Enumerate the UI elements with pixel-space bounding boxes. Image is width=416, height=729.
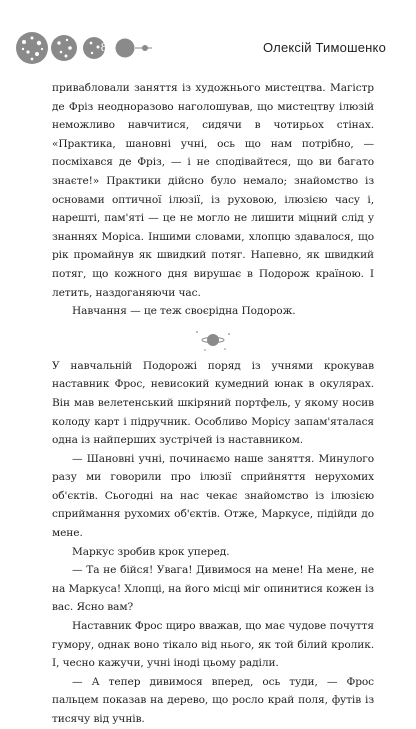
- paragraph: У навчальній Подорожі поряд із учнями крокував наставник Фрос, невисокий кумедний юнак в окулярах. Він мав велетенський шкіряний портфель, у якому носив колоду карт і підручник. Особливо Морісу запам'яталася одна із найперших зустрічей із наставником.: [52, 359, 374, 447]
- paragraph: Навчання — це теж своєрідна Подорож.: [72, 305, 296, 318]
- body-text: [52, 79, 374, 729]
- page-header: [0, 0, 416, 80]
- paragraph: Наставник Фрос щиро вважав, що має чудове почуття гумору, однак воно тікало від нього, як той білий кролик. І, чесно кажучи, учні іноді цьому раділи.: [52, 620, 374, 670]
- moon-full-icon: [16, 32, 48, 64]
- section-divider: [52, 321, 374, 357]
- planet-icon: [183, 324, 243, 354]
- paragraph: — А тепер дивимося вперед, ось туди, — Фрос пальцем показав на дерево, що росло край поля, футів із тисячу від учнів.: [52, 675, 374, 725]
- paragraph: привабловали заняття із художнього мистецтва. Магістр де Фріз неодноразово наголошував, що мистецтву ілюзій неможливо навчитися, сидячи в чотирьох стінах. «Практика, шановні учні, ось що нам потрібно, — посміхався де Фріз, — і не сподівайтеся, що ви багато знаєте!» Практики дійсно було немало; знайомство із основами оптичної ілюзії, із руховою, ілюзією часу і, нарешті, пам'яті — це не могло не лишити міцний слід у знаннях Моріса. Іншими словами, хлопцю здавалося, що рік промайнув як швидкий потяг. Напевно, як швидкий потяг, що кожного дня вирушає в Подорож країною. І летить, наздоганяючи час.: [52, 82, 374, 299]
- paragraph: — Шановні учні, починаємо наше заняття. Минулого разу ми говорили про ілюзії сприйняття нерухомих об'єктів. Сьогодні на нас чекає знайомство із ілюзією сприймання рухомих об'єктів. Отже, Маркусе, підійди до мене.: [52, 452, 374, 540]
- small-planet-icon: [142, 45, 148, 51]
- page-number: 8: [100, 41, 108, 54]
- moon-phases-ornament: [14, 28, 154, 68]
- paragraph: Маркус зробив крок уперед.: [72, 545, 230, 558]
- paragraph: — Та не бійся! Увага! Дивимося на мене! На мене, не на Маркуса! Хлопці, на його місці міг опинитися кожен із вас. Ясно вам?: [52, 564, 374, 614]
- moon-gibbous-icon: [51, 35, 77, 61]
- page-number-badge: [116, 39, 135, 58]
- running-head-author: Олексій Тимошенко: [263, 40, 386, 55]
